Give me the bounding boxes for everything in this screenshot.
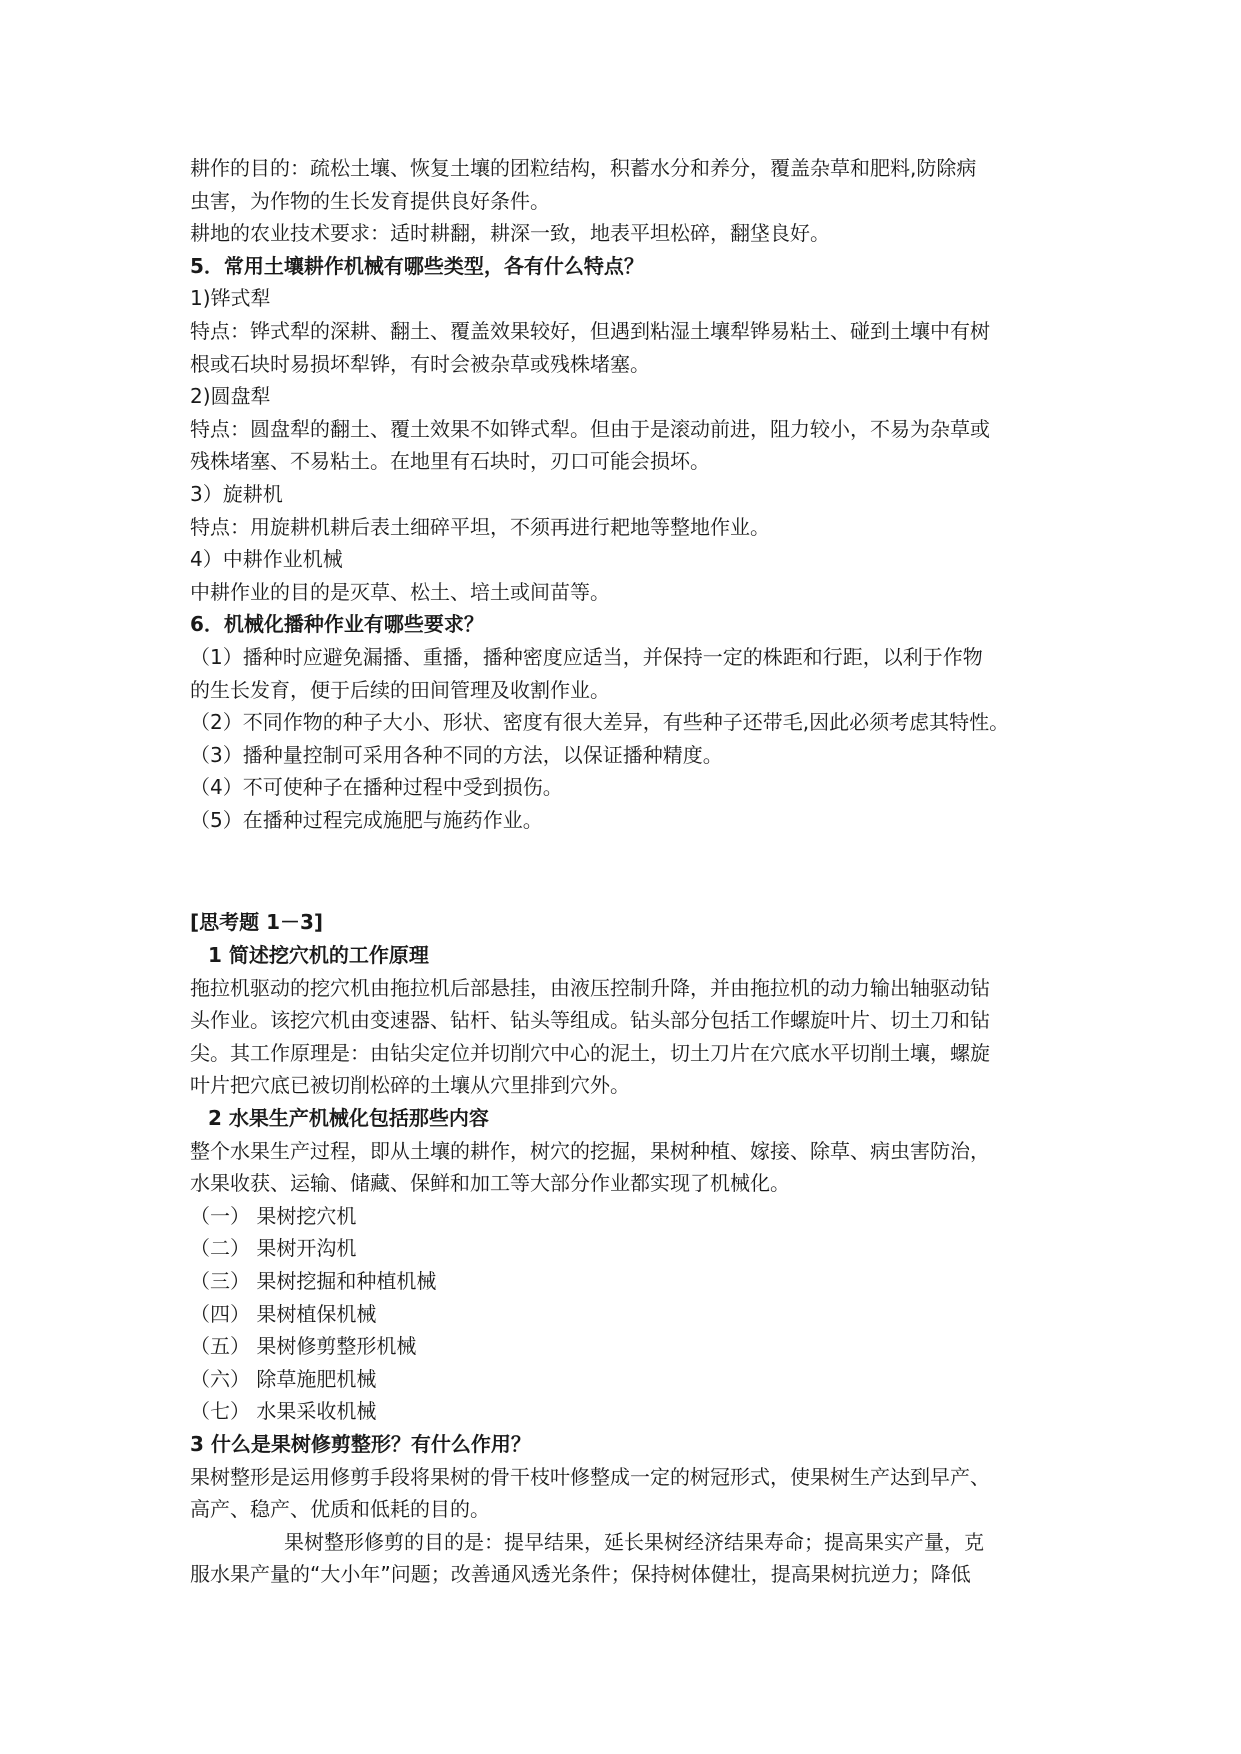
list-item: （3）播种量控制可采用各种不同的方法，以保证播种精度。 — [190, 742, 723, 767]
paragraph-line: 2)圆盘犁 — [190, 384, 271, 409]
list-item: （五） 果树修剪整形机械 — [190, 1334, 417, 1359]
question-6-heading: 6．机械化播种作业有哪些要求？ — [190, 612, 484, 637]
section-gap — [190, 836, 1070, 906]
list-item: （七） 水果采收机械 — [190, 1399, 377, 1424]
paragraph-line: 特点：用旋耕机耕后表土细碎平坦，不须再进行耙地等整地作业。 — [190, 514, 770, 539]
think-q3-heading: 3 什么是果树修剪整形？有什么作用？ — [190, 1431, 531, 1456]
paragraph-line: 耕地的农业技术要求：适时耕翻，耕深一致，地表平坦松碎，翻垡良好。 — [190, 221, 830, 246]
paragraph-line: 中耕作业的目的是灭草、松土、培土或间苗等。 — [190, 579, 610, 604]
list-item: （2）不同作物的种子大小、形状、密度有很大差异，有些种子还带毛,因此必须考虑其特性。 — [190, 710, 1010, 735]
paragraph-line: 果树整形修剪的目的是：提早结果，延长果树经济结果寿命；提高果实产量，克 — [284, 1529, 984, 1554]
list-item: 的生长发育，便于后续的田间管理及收割作业。 — [190, 677, 610, 702]
paragraph-line: 水果收获、运输、储藏、保鲜和加工等大部分作业都实现了机械化。 — [190, 1171, 790, 1196]
paragraph-line: 整个水果生产过程，即从土壤的耕作，树穴的挖掘，果树种植、嫁接、除草、病虫害防治， — [190, 1138, 990, 1163]
paragraph-line: 果树整形是运用修剪手段将果树的骨干枝叶修整成一定的树冠形式，使果树生产达到早产、 — [190, 1464, 990, 1489]
list-item: （1）播种时应避免漏播、重播，播种密度应适当，并保持一定的株距和行距，以利于作物 — [190, 644, 983, 669]
paragraph-line: 根或石块时易损坏犁铧，有时会被杂草或残株堵塞。 — [190, 351, 650, 376]
question-5-heading: 5．常用土壤耕作机械有哪些类型，各有什么特点？ — [190, 253, 644, 278]
paragraph-line: 服水果产量的“大小年”问题；改善通风透光条件；保持树体健壮，提高果树抗逆力；降低 — [190, 1562, 971, 1587]
paragraph-line: 特点：铧式犁的深耕、翻土、覆盖效果较好，但遇到粘湿土壤犁铧易粘土、碰到土壤中有树 — [190, 318, 990, 343]
paragraph-line: 头作业。该挖穴机由变速器、钻杆、钻头等组成。钻头部分包括工作螺旋叶片、切土刀和钻 — [190, 1008, 990, 1033]
paragraph-line: 虫害，为作物的生长发育提供良好条件。 — [190, 188, 550, 213]
paragraph-line: 高产、稳产、优质和低耗的目的。 — [190, 1497, 490, 1522]
list-item: （三） 果树挖掘和种植机械 — [190, 1269, 437, 1293]
list-item: （四） 果树植保机械 — [190, 1301, 377, 1326]
paragraph-line: 拖拉机驱动的挖穴机由拖拉机后部悬挂，由液压控制升降，并由拖拉机的动力输出轴驱动钻 — [190, 975, 990, 1000]
paragraph-line: 尖。其工作原理是：由钻尖定位并切削穴中心的泥土，切土刀片在穴底水平切削土壤，螺旋 — [190, 1040, 990, 1065]
list-item: （二） 果树开沟机 — [190, 1236, 357, 1261]
list-item: （一） 果树挖穴机 — [190, 1203, 357, 1228]
think-q2-heading: 2 水果生产机械化包括那些内容 — [208, 1106, 489, 1131]
paragraph-line: 特点：圆盘犁的翻土、覆土效果不如铧式犁。但由于是滚动前进，阻力较小，不易为杂草或 — [190, 416, 990, 441]
list-item: （4）不可使种子在播种过程中受到损伤。 — [190, 775, 563, 800]
think-q1-heading: 1 简述挖穴机的工作原理 — [208, 943, 429, 968]
think-heading: [思考题 1－3] — [190, 910, 324, 935]
paragraph-line: 耕作的目的：疏松土壤、恢复土壤的团粒结构，积蓄水分和养分，覆盖杂草和肥料,防除病 — [190, 156, 977, 180]
paragraph-line: 1)铧式犁 — [190, 286, 271, 311]
list-item: （5）在播种过程完成施肥与施药作业。 — [190, 807, 543, 832]
paragraph-line: 叶片把穴底已被切削松碎的土壤从穴里排到穴外。 — [190, 1073, 630, 1098]
document-page — [190, 152, 1070, 1591]
list-item: （六） 除草施肥机械 — [190, 1366, 377, 1391]
paragraph-line: 残株堵塞、不易粘土。在地里有石块时，刃口可能会损坏。 — [190, 449, 710, 474]
paragraph-line: 3）旋耕机 — [190, 481, 283, 506]
paragraph-line: 4）中耕作业机械 — [190, 547, 343, 572]
